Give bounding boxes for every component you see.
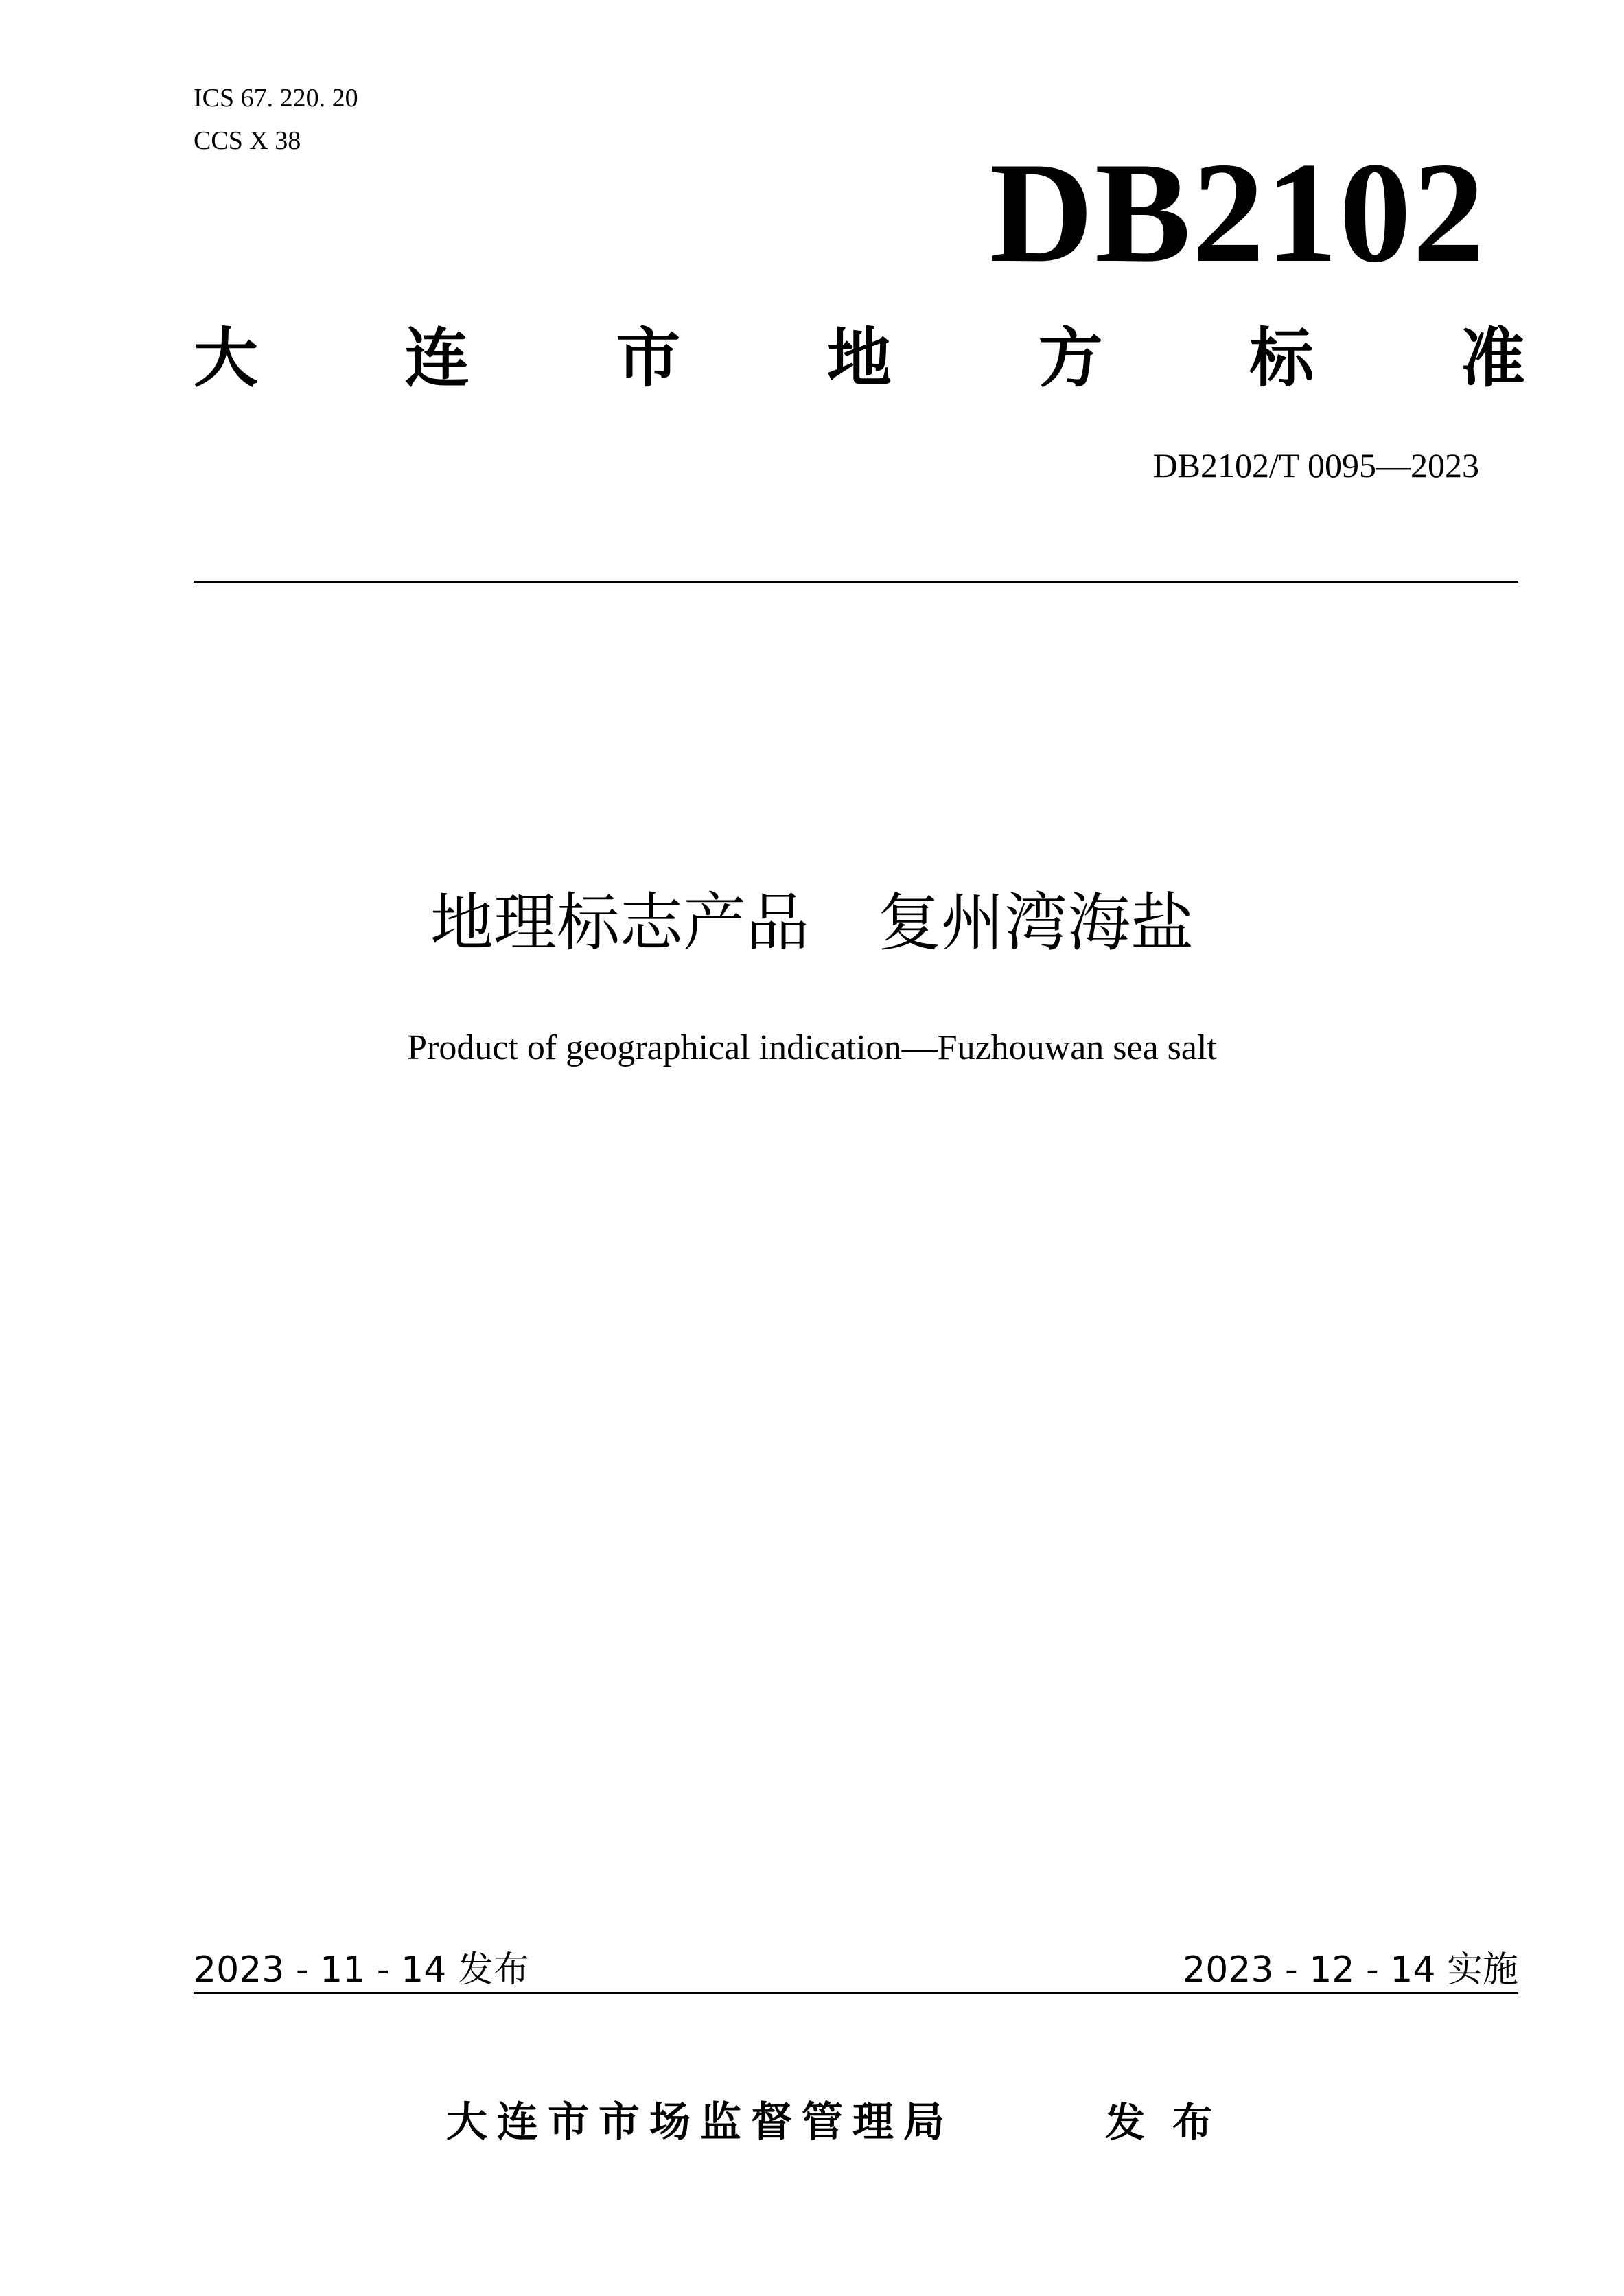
standard-type-char: 方 <box>1038 321 1103 396</box>
standard-type-char: 市 <box>616 321 681 396</box>
standard-type-char: 准 <box>1460 321 1525 396</box>
document-title-cn <box>0 885 1624 961</box>
publish-label: 发布 <box>1105 2099 1240 2146</box>
standard-code-large: DB2102 <box>989 133 1486 292</box>
implementation-date: 2023 - 12 - 14 实施 <box>1183 1949 1518 1991</box>
issue-date: 2023 - 11 - 14 发布 <box>194 1949 529 1991</box>
document-title-en: Product of geographical indication—Fuzhouwan sea salt <box>407 1028 1217 1067</box>
bottom-divider <box>194 1992 1518 1994</box>
standard-type-char: 地 <box>826 321 892 396</box>
title-cn-part2: 复州湾海盐 <box>878 886 1194 960</box>
standard-number: DB2102/T 0095—2023 <box>1152 446 1479 485</box>
standard-type-heading <box>194 321 1525 397</box>
top-divider <box>194 581 1518 583</box>
publisher-name: 大连市市场监督管理局 <box>446 2098 954 2146</box>
standard-type-char: 大 <box>194 321 259 396</box>
standard-type-char: 标 <box>1249 321 1314 396</box>
ics-code: ICS 67. 220. 20 <box>194 84 358 113</box>
ccs-code: CCS X 38 <box>194 126 301 155</box>
standard-type-char: 连 <box>404 321 469 396</box>
title-cn-part1: 地理标志产品 <box>430 886 809 960</box>
